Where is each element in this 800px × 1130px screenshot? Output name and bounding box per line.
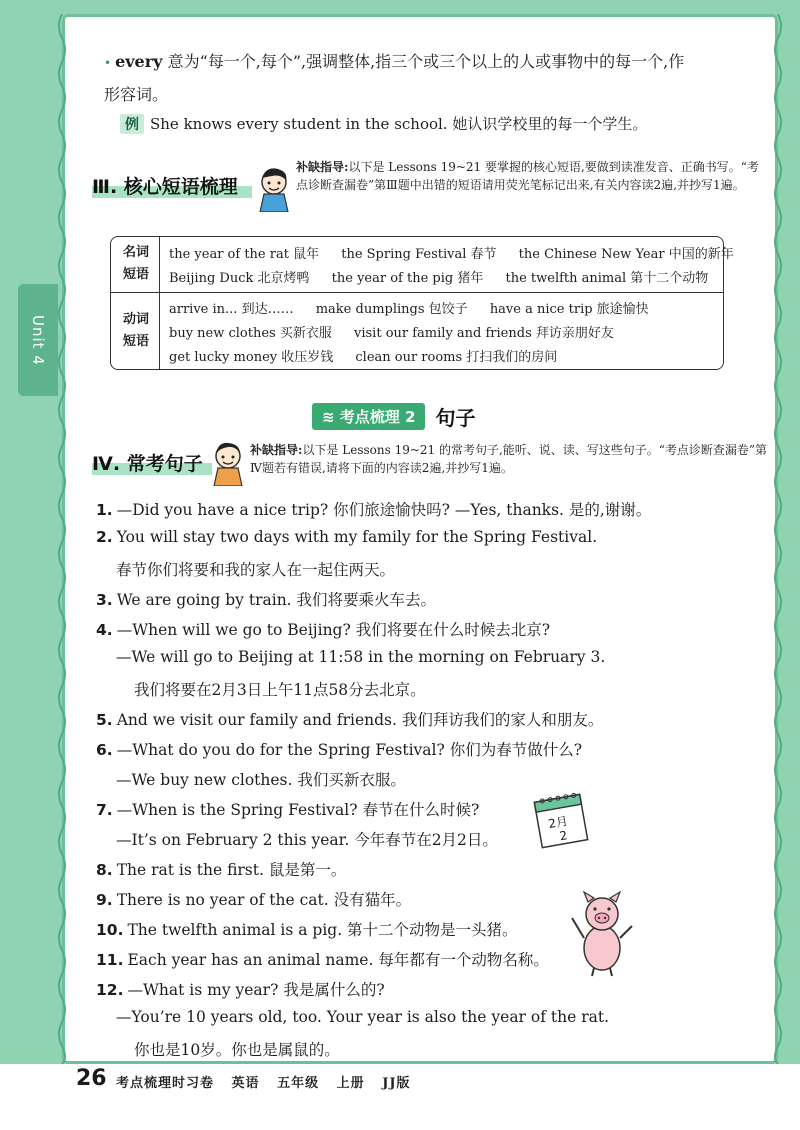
phrase-item: buy new clothes 买新衣服 xyxy=(169,326,332,341)
table-divider-vertical xyxy=(159,237,160,369)
phrase-item: visit our family and friends 拜访亲朋好友 xyxy=(354,326,614,341)
footer-part: 上册 xyxy=(336,1076,365,1091)
phrase-item: have a nice trip 旅途愉快 xyxy=(489,302,649,317)
keyword-every: every xyxy=(115,52,163,71)
sentence-number: 3. xyxy=(96,591,113,609)
sentence-line: You will stay two days with my family for the Spring Festival. xyxy=(116,528,598,546)
verb-phrase-label: 动词 短语 xyxy=(122,312,149,349)
sentence-line: —When is the Spring Festival? 春节在什么时候? xyxy=(116,801,480,819)
sentence-6-line-2: —We buy new clothes. 我们买新衣服。 xyxy=(116,771,406,789)
unit-side-tab: Unit 4 xyxy=(18,284,58,396)
sentence-line: The twelfth animal is a pig. 第十二个动物是一头猪。 xyxy=(127,921,518,939)
noun-phrase-label: 名词 短语 xyxy=(122,245,149,282)
section-4-tip xyxy=(250,441,770,477)
calendar-day: 2 xyxy=(558,828,569,844)
phrase-item: the Spring Festival 春节 xyxy=(341,247,497,262)
footer-part: JJ版 xyxy=(382,1076,411,1091)
phrase-item: the twelfth animal 第十二个动物 xyxy=(505,271,709,286)
footer-part: 五年级 xyxy=(277,1076,320,1091)
sentence-4-line-3: 我们将要在2月3日上午11点58分去北京。 xyxy=(134,681,426,699)
sentence-number: 8. xyxy=(96,861,113,879)
wavy-border-right xyxy=(772,14,784,1064)
sentence-line: —Did you have a nice trip? 你们旅途愉快吗? —Yes, thanks. 是的,谢谢。 xyxy=(116,501,652,519)
sentence-line: There is no year of the cat. 没有猫年。 xyxy=(116,891,412,909)
example-sentence xyxy=(120,113,647,134)
student-mascot-icon xyxy=(210,440,246,486)
tip-text: 以下是 Lessons 19~21 的常考句子,能听、说、读、写这些句子。“考点诊断查漏卷”第Ⅳ题若有错误,请将下面的内容读2遍,并抄写1遍。 xyxy=(250,443,768,475)
phrase-item: the year of the rat 鼠年 xyxy=(169,247,320,262)
student-mascot-icon xyxy=(256,166,292,212)
phrase-item: Beijing Duck 北京烤鸭 xyxy=(169,271,310,286)
sentence-3 xyxy=(96,588,436,610)
bullet-icon: • xyxy=(104,56,112,70)
sentence-line: —What is my year? 我是属什么的? xyxy=(127,981,385,999)
band-title: 句子 xyxy=(435,405,476,430)
phrase-item: the Chinese New Year 中国的新年 xyxy=(518,247,734,262)
band-tag: ≋ 考点梳理 2 xyxy=(312,403,425,430)
tip-text: 以下是 Lessons 19~21 要掌握的核心短语,要做到读准发音、正确书写。“考点诊断查漏卷”第Ⅲ题中出错的短语请用荧光笔标记出来,有关内容读2遍,并抄写1遍。 xyxy=(296,160,759,192)
tip-label: 补缺指导: xyxy=(296,160,349,174)
section-band-header xyxy=(312,403,475,429)
footer-part: 考点梳理时习卷 xyxy=(116,1076,215,1091)
sentence-number: 5. xyxy=(96,711,113,729)
phrase-table xyxy=(110,236,734,370)
phrase-item: get lucky money 收压岁钱 xyxy=(169,350,334,365)
sentence-4-line-2: —We will go to Beijing at 11:58 in the morning on February 3. xyxy=(116,648,606,666)
sentence-line: —When will we go to Beijing? 我们将要在什么时候去北京? xyxy=(116,621,551,639)
noun-row xyxy=(169,267,726,286)
sentence-line: Each year has an animal name. 每年都有一个动物名称。 xyxy=(127,951,549,969)
sentence-number: 1. xyxy=(96,501,113,519)
example-text: She knows every student in the school. 她认识学校里的每一个学生。 xyxy=(150,115,648,133)
sentence-number: 7. xyxy=(96,801,113,819)
example-tag: 例 xyxy=(120,114,144,134)
intro-line-1: 意为“每一个,每个”,强调整体,指三个或三个以上的人或事物中的每一个,作 xyxy=(167,52,685,71)
section-4-title: Ⅳ. 常考句子 xyxy=(92,453,203,475)
sentence-number: 9. xyxy=(96,891,113,909)
verb-row xyxy=(169,322,632,341)
phrase-item: arrive in... 到达…… xyxy=(169,302,294,317)
sentence-2-translation: 春节你们将要和我的家人在一起住两天。 xyxy=(116,561,396,579)
sentence-12-line-3: 你也是10岁。你也是属鼠的。 xyxy=(134,1041,340,1059)
sentence-1 xyxy=(96,498,651,520)
footer-part: 英语 xyxy=(231,1076,260,1091)
sentence-9 xyxy=(96,888,411,910)
phrase-item: clean our rooms 打扫我们的房间 xyxy=(355,350,558,365)
sentence-8 xyxy=(96,858,346,880)
sentence-number: 10. xyxy=(96,921,124,939)
sentence-2 xyxy=(96,528,597,546)
calendar-month: 2月 xyxy=(547,813,569,832)
sentence-12-line-2: —You’re 10 years old, too. Your year is also the year of the rat. xyxy=(116,1008,610,1026)
sentence-number: 12. xyxy=(96,981,124,999)
tip-label: 补缺指导: xyxy=(250,443,303,457)
pig-illustration-icon xyxy=(566,888,638,978)
sentence-7 xyxy=(96,798,479,820)
table-divider-horizontal xyxy=(111,292,723,293)
footer-book-info xyxy=(116,1072,423,1091)
sentence-number: 2. xyxy=(96,528,113,546)
sentence-number: 6. xyxy=(96,741,113,759)
sentence-line: —What do you do for the Spring Festival? 你们为春节做什么? xyxy=(116,741,583,759)
intro-line-2: 形容词。 xyxy=(104,85,169,104)
verb-row xyxy=(169,346,575,365)
sentence-6 xyxy=(96,738,582,760)
sentence-line: We are going by train. 我们将要乘火车去。 xyxy=(116,591,437,609)
verb-row xyxy=(169,298,667,317)
phrase-item: make dumplings 包饺子 xyxy=(315,302,468,317)
sentence-7-line-2: —It’s on February 2 this year. 今年春节在2月2日。 xyxy=(116,831,498,849)
intro-note xyxy=(104,46,764,111)
sentence-number: 4. xyxy=(96,621,113,639)
sentence-10 xyxy=(96,918,518,940)
sentence-line: And we visit our family and friends. 我们拜访我们的家人和朋友。 xyxy=(116,711,604,729)
sentence-5 xyxy=(96,708,603,730)
sentence-12 xyxy=(96,978,385,1000)
sentence-line: The rat is the first. 鼠是第一。 xyxy=(116,861,347,879)
phrase-item: the year of the pig 猪年 xyxy=(331,271,484,286)
calendar-icon xyxy=(530,790,592,852)
section-3-title: Ⅲ. 核心短语梳理 xyxy=(92,176,238,198)
sentence-number: 11. xyxy=(96,951,124,969)
section-3-tip xyxy=(296,158,768,194)
page-number: 26 xyxy=(76,1066,107,1091)
sentence-4 xyxy=(96,618,550,640)
sentence-11 xyxy=(96,948,549,970)
wavy-border-left xyxy=(56,14,68,1064)
noun-row xyxy=(169,243,752,262)
